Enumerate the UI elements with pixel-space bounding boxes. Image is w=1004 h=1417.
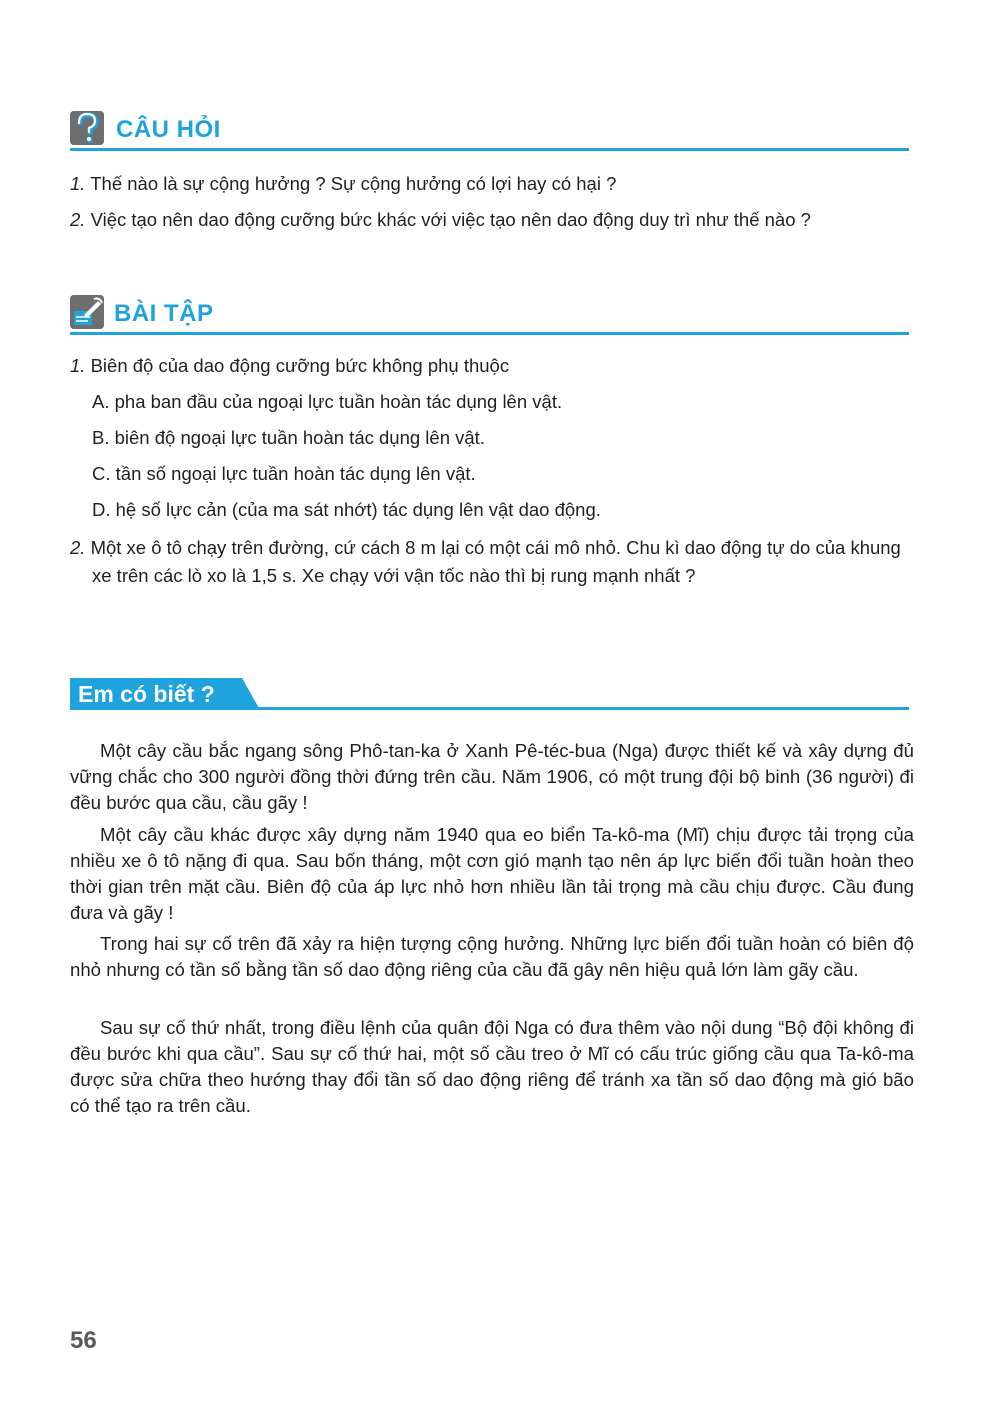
answer-option: B. biên độ ngoại lực tuần hoàn tác dụng lên vật.: [92, 427, 485, 448]
exercises-title: BÀI TẬP: [114, 300, 214, 327]
exercise-text: Một xe ô tô chạy trên đường, cứ cách 8 m lại có một cái mô nhỏ. Chu kì dao động tự do của khung: [85, 537, 901, 558]
answer-option: A. pha ban đầu của ngoại lực tuần hoàn tác dụng lên vật.: [92, 391, 563, 412]
exercise-item: [70, 534, 901, 562]
question-text: Thế nào là sự cộng hưởng ? Sự cộng hưởng có lợi hay có hại ?: [85, 173, 617, 194]
questions-title: CÂU HỎI: [116, 116, 221, 143]
exercise-item: [70, 352, 509, 380]
answer-option: D. hệ số lực cản (của ma sát nhớt) tác dụng lên vật dao động.: [92, 499, 601, 520]
exercises-header: [70, 292, 909, 335]
question-text: Việc tạo nên dao động cưỡng bức khác với việc tạo nên dao động duy trì như thế nào ?: [85, 209, 811, 230]
exercise-text: Biên độ của dao động cưỡng bức không phụ thuộc: [85, 355, 510, 376]
exercise-text-continued: xe trên các lò xo là 1,5 s. Xe chạy với vận tốc nào thì bị rung mạnh nhất ?: [92, 565, 696, 586]
writing-hand-icon: [70, 295, 104, 329]
did-you-know-tab: [70, 678, 260, 710]
questions-header: [70, 108, 909, 151]
paragraph: Sau sự cố thứ nhất, trong điều lệnh của quân đội Nga có đưa thêm vào nội dung “Bộ đội không đi đều bước khi qua cầu”. Sau sự cố thứ hai, một số cầu treo ở Mĩ có cấu trúc giống cầu qua Ta-kô-ma được sửa chữa theo hướng thay đổi tần số dao động riêng để tránh xa tần số dao động mà gió bão có thể tạo ra trên cầu.: [70, 1017, 914, 1116]
page-number: 56: [70, 1327, 97, 1354]
question-number: 1.: [70, 173, 86, 194]
question-number: 2.: [70, 209, 86, 230]
paragraph: Một cây cầu khác được xây dựng năm 1940 qua eo biển Ta-kô-ma (Mĩ) chịu được tải trọng của nhiều xe ô tô nặng đi qua. Sau bốn tháng, một cơn gió mạnh tạo nên áp lực biến đổi tuần hoàn theo thời gian trên mặt cầu. Biên độ của áp lực nhỏ hơn nhiều lần tải trọng mà cầu chịu được. Cầu đung đưa và gãy !: [70, 824, 914, 923]
paragraph: Một cây cầu bắc ngang sông Phô-tan-ka ở Xanh Pê-téc-bua (Nga) được thiết kế và xây dựng đủ vững chắc cho 300 người đồng thời đứng trên cầu. Năm 1906, có một trung đội bộ binh (36 người) đi đều bước qua cầu, cầu gãy !: [70, 740, 914, 813]
question-mark-icon: [70, 111, 104, 145]
did-you-know-title: Em có biết ?: [78, 681, 215, 707]
paragraph: Trong hai sự cố trên đã xảy ra hiện tượng cộng hưởng. Những lực biến đổi tuần hoàn có biên độ nhỏ nhưng có tần số bằng tần số dao động riêng của cầu đã gây nên hiệu quả lớn làm gãy cầu.: [70, 933, 914, 980]
exercise-number: 2.: [70, 537, 86, 558]
question-item: [70, 170, 616, 198]
question-item: [70, 206, 811, 234]
answer-option: C. tần số ngoại lực tuần hoàn tác dụng lên vật.: [92, 463, 476, 484]
exercise-number: 1.: [70, 355, 86, 376]
